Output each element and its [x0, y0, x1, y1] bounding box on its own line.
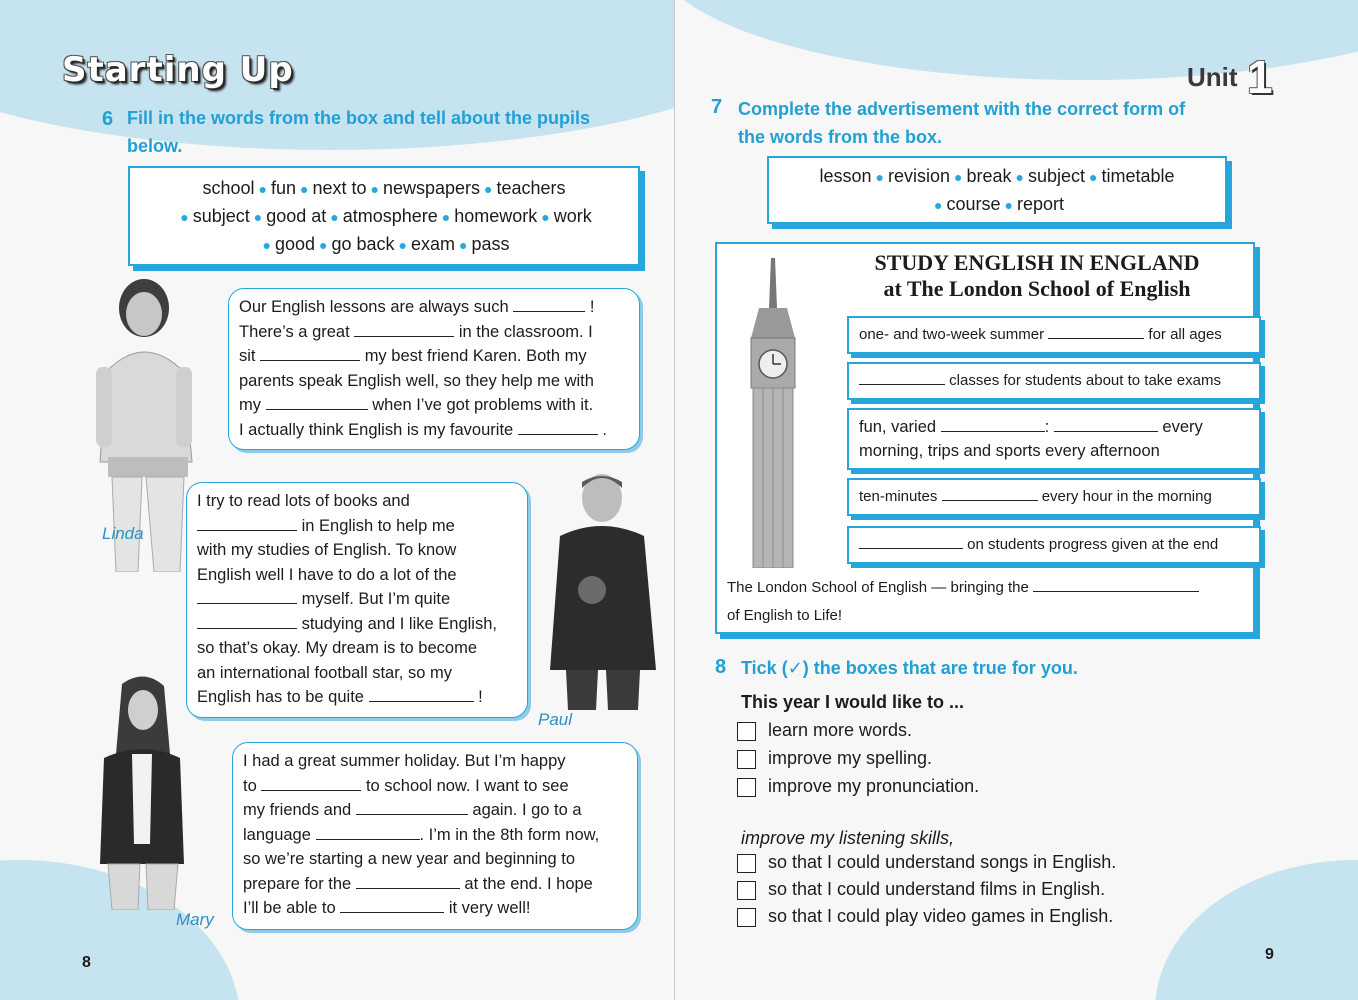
text: for all ages [1148, 326, 1222, 343]
text: myself. But I’m quite [301, 590, 451, 608]
exercise-6-instruction [127, 104, 590, 160]
answer-blank[interactable] [260, 346, 360, 361]
right-page [675, 0, 1358, 1000]
text: when I’ve got problems with it. [372, 396, 594, 414]
word: homework [454, 206, 538, 226]
text: : [1044, 418, 1050, 436]
line [243, 774, 627, 799]
exercise-8-lead: This year I would like to ... [741, 692, 965, 712]
answer-blank[interactable] [942, 486, 1038, 501]
left-page [0, 0, 675, 1000]
text: . I’m in the 8th form now, [419, 825, 600, 844]
linda-speech-bubble [228, 288, 640, 450]
instruction-line: Fill in the words from the box and tell about the pupils [127, 108, 591, 128]
word: break [966, 166, 1012, 186]
answer-blank[interactable] [356, 874, 460, 889]
text: at the end. I hope [464, 874, 593, 893]
word: report [1016, 194, 1064, 214]
text: Our English lessons are always such [239, 298, 509, 316]
answer-blank[interactable] [941, 417, 1045, 432]
line: of English to Life! [727, 607, 843, 624]
text: every hour in the morning [1041, 488, 1212, 505]
tick-item-label: so that I could understand songs in English. [768, 852, 1117, 872]
word: work [553, 206, 592, 226]
line: so that’s okay. My dream is to become [197, 639, 478, 657]
answer-blank[interactable] [340, 898, 444, 913]
text: . [602, 420, 607, 439]
paul-name: Paul [538, 710, 573, 729]
text: The London School of English — bringing the [727, 579, 1029, 596]
line [243, 872, 627, 897]
text: to [243, 776, 257, 795]
ad-strip-1 [847, 316, 1261, 354]
instruction-line: below. [127, 136, 183, 156]
tick-item-label: improve my pronunciation. [768, 776, 980, 796]
answer-blank[interactable] [354, 322, 454, 337]
line: I try to read lots of books and [197, 492, 410, 510]
text: in the classroom. I [458, 322, 593, 341]
text: prepare for the [243, 874, 352, 893]
ad-title-line: at The London School of English [883, 276, 1191, 301]
ad-title [827, 250, 1247, 302]
linda-name: Linda [102, 524, 144, 543]
text: my best friend Karen. Both my [364, 347, 587, 365]
checkbox[interactable] [737, 881, 756, 900]
word: subject [192, 206, 250, 226]
unit-label: Unit [1187, 62, 1238, 92]
line: with my studies of English. To know [197, 541, 457, 559]
line [197, 587, 517, 612]
text: my [239, 396, 261, 414]
checkbox[interactable] [737, 722, 756, 741]
instruction-line: the words from the box. [738, 127, 943, 147]
tick-item[interactable] [737, 906, 1113, 927]
ad-strip-2 [847, 362, 1261, 400]
ad-footer [727, 574, 1199, 630]
text: There’s a great [239, 322, 350, 341]
word: teachers [496, 178, 566, 198]
text: every [1162, 418, 1203, 436]
word: revision [887, 166, 950, 186]
checkbox[interactable] [737, 750, 756, 769]
ad-strip-5 [847, 526, 1261, 564]
text: studying and I like English, [301, 614, 497, 633]
text: language [243, 825, 311, 844]
tick-item-label: improve my spelling. [768, 748, 933, 768]
answer-blank[interactable] [197, 589, 297, 604]
word: pass [471, 234, 510, 254]
paul-photo [546, 470, 664, 710]
page-number-left: 8 [82, 954, 91, 971]
tick-item[interactable] [737, 720, 912, 741]
answer-blank[interactable] [1033, 577, 1199, 592]
answer-blank[interactable] [197, 614, 297, 629]
answer-blank[interactable] [1048, 324, 1144, 339]
word: good at [266, 206, 327, 226]
answer-blank[interactable] [369, 687, 474, 702]
word: good [274, 234, 315, 254]
line [243, 798, 627, 823]
tick-item[interactable] [737, 776, 979, 797]
word-box-7 [767, 156, 1227, 224]
word: subject [1027, 166, 1086, 186]
answer-blank[interactable] [356, 800, 468, 815]
checkbox[interactable] [737, 908, 756, 927]
tick-item[interactable] [737, 852, 1116, 873]
line: parents speak English well, so they help me with [239, 371, 594, 390]
word: course [946, 194, 1001, 214]
text: English has to be quite [197, 688, 364, 706]
section-title: Starting Up [62, 50, 294, 90]
mary-speech-bubble [232, 742, 638, 930]
answer-blank[interactable] [316, 825, 420, 840]
text: sit [239, 347, 256, 365]
instruction-line: Complete the advertisement with the correct form of [738, 99, 1186, 119]
line [239, 295, 629, 320]
word: next to [312, 178, 367, 198]
mary-name: Mary [176, 910, 214, 929]
word: newspapers [382, 178, 481, 198]
line [243, 896, 627, 921]
line [727, 574, 1199, 602]
word-box-6 [128, 166, 640, 266]
tick-item-label: so that I could understand films in English. [768, 879, 1106, 899]
text: to school now. I want to see [365, 776, 569, 795]
answer-blank[interactable] [513, 297, 585, 312]
word: lesson [819, 166, 872, 186]
word: go back [331, 234, 395, 254]
line [197, 612, 517, 637]
word-row: lesson ● revision ● break ● subject ● timetable [819, 166, 1175, 186]
text: I’ll be able to [243, 899, 336, 917]
text: one- and two-week summer [859, 326, 1045, 343]
paul-speech-bubble [186, 482, 528, 718]
exercise-8-sub-lead: improve my listening skills, [741, 828, 955, 848]
tick-item[interactable] [737, 879, 1105, 900]
page-number-right: 9 [1265, 946, 1274, 963]
answer-blank[interactable] [1054, 417, 1158, 432]
checkbox[interactable] [737, 778, 756, 797]
word-row: ● course ● report [934, 194, 1064, 214]
footer-decoration [1155, 860, 1358, 1000]
exercise-7-number: 7 [711, 96, 723, 118]
ad-title-line: STUDY ENGLISH IN ENGLAND [874, 250, 1200, 275]
tick-item-label: so that I could play video games in English. [768, 906, 1114, 926]
checkbox[interactable] [737, 854, 756, 873]
word: timetable [1101, 166, 1175, 186]
line: so we’re starting a new year and beginning to [243, 850, 576, 868]
line [239, 344, 629, 369]
text: in English to help me [301, 516, 455, 535]
tick-item-label: learn more words. [768, 720, 913, 740]
word: exam [410, 234, 455, 254]
word-row: school ● fun ● next to ● newspapers ● teachers [202, 178, 566, 198]
advertisement [715, 242, 1255, 634]
exercise-8-instruction: Tick (✓) the boxes that are true for you. [741, 658, 1078, 678]
line [239, 418, 629, 443]
answer-blank[interactable] [859, 370, 945, 385]
line: I had a great summer holiday. But I’m happy [243, 752, 566, 770]
exercise-7-instruction [738, 95, 1185, 151]
text: again. I go to a [472, 801, 582, 819]
answer-blank[interactable] [261, 776, 361, 791]
line [243, 823, 627, 848]
exercise-6-number: 6 [102, 108, 114, 130]
unit-number: 1 [1247, 51, 1273, 103]
answer-blank[interactable] [266, 395, 368, 410]
line: English well I have to do a lot of the [197, 565, 457, 584]
ad-strip-3 [847, 408, 1261, 470]
exercise-8-number: 8 [715, 656, 727, 678]
ad-strip-4 [847, 478, 1261, 516]
text: on students progress given at the end [967, 536, 1219, 553]
text: fun, varied [859, 418, 937, 436]
line [239, 320, 629, 345]
answer-blank[interactable] [859, 534, 963, 549]
answer-blank[interactable] [518, 420, 598, 435]
text: I actually think English is my favourite [239, 420, 514, 439]
word: atmosphere [342, 206, 438, 226]
big-ben-illustration [731, 258, 841, 568]
word-row: ● subject ● good at ● atmosphere ● homework ● work [180, 206, 592, 226]
word-row: ● good ● go back ● exam ● pass [262, 234, 510, 254]
text: it very well! [448, 899, 531, 917]
text: ! [478, 688, 483, 706]
word: school [202, 178, 255, 198]
line [197, 685, 517, 710]
line [239, 393, 629, 418]
line: morning, trips and sports every afternoon [859, 442, 1160, 460]
text: my friends and [243, 801, 352, 819]
line: an international football star, so my [197, 663, 452, 682]
text: ! [589, 298, 595, 316]
tick-item[interactable] [737, 748, 932, 769]
answer-blank[interactable] [197, 516, 297, 531]
text: classes for students about to take exams [949, 372, 1221, 389]
text: ten-minutes [859, 488, 938, 505]
mary-photo [92, 674, 192, 910]
line [197, 514, 517, 539]
word: fun [270, 178, 296, 198]
line [859, 415, 1249, 439]
